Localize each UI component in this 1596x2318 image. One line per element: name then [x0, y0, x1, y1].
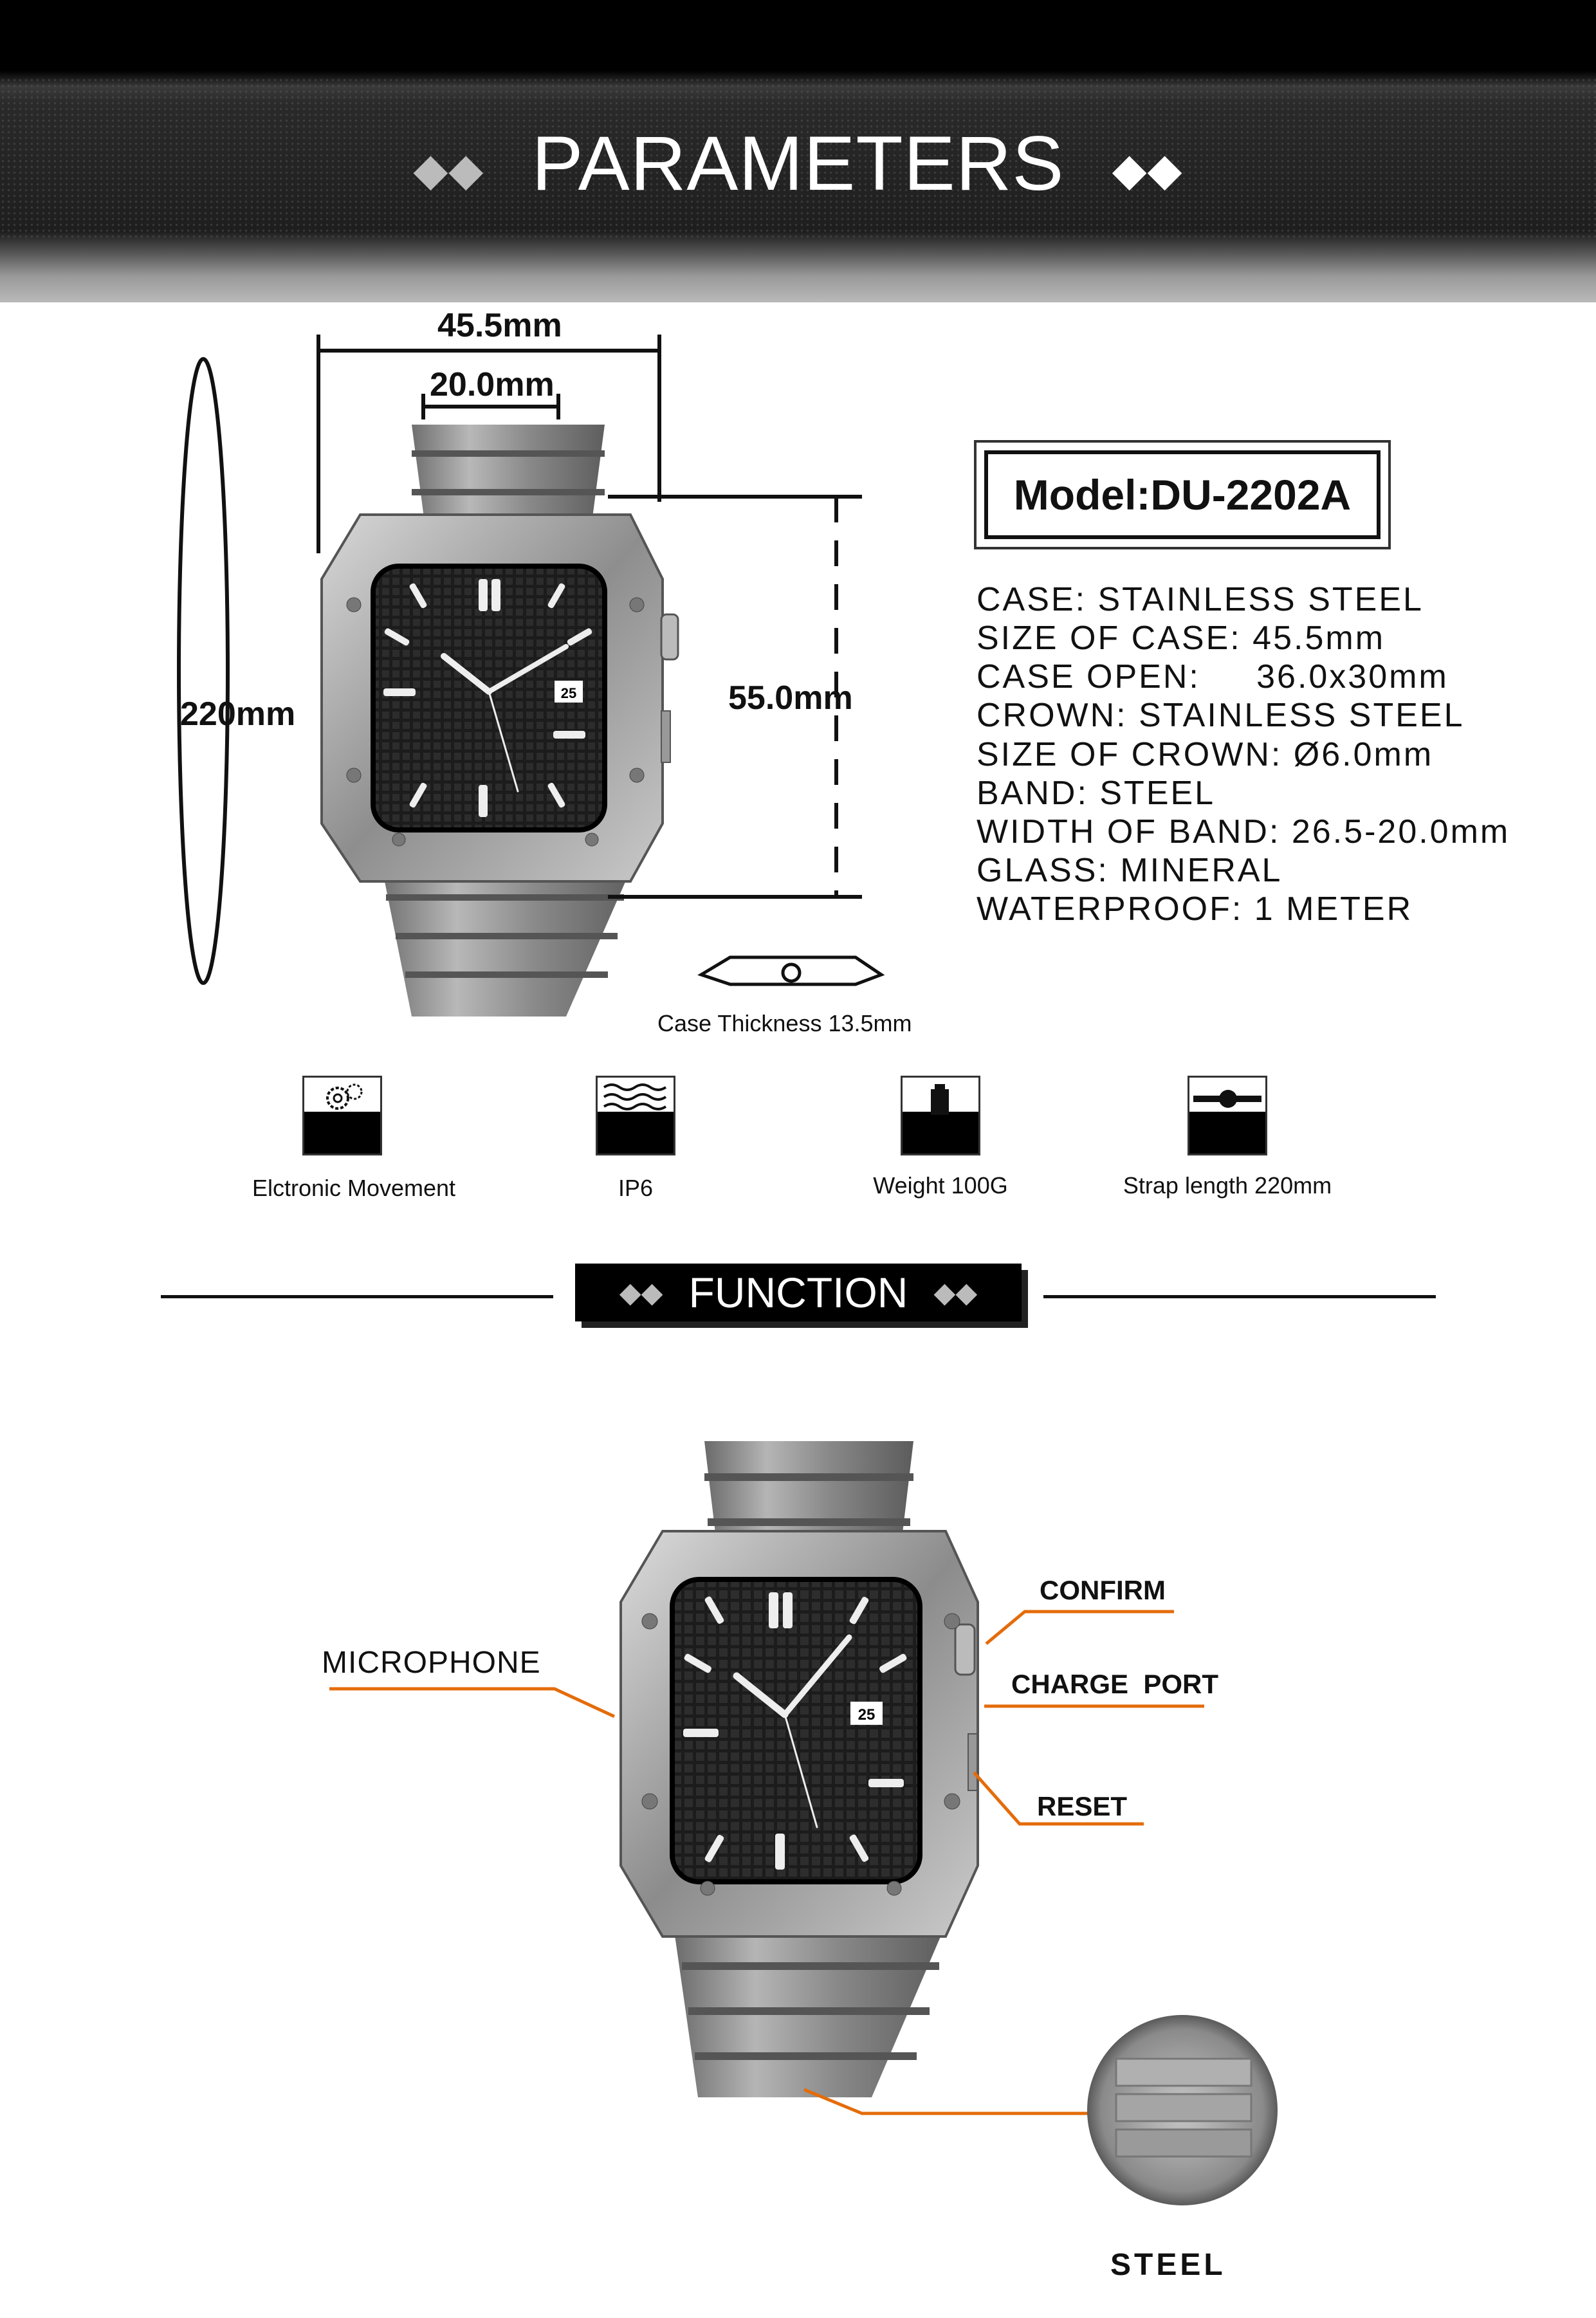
confirm-label: CONFIRM [1040, 1575, 1166, 1605]
crown [661, 614, 678, 659]
width-case-label: 45.5mm [437, 307, 562, 344]
spec-line: CASE OPEN: 36.0x30mm [977, 658, 1449, 695]
parameters-title: PARAMETERS [531, 120, 1065, 207]
weight-icon [901, 1076, 980, 1155]
feature-label: Weight 100G [873, 1172, 1008, 1199]
strap-icon [1188, 1076, 1267, 1155]
bottom-watch-illustration [0, 1415, 1596, 2316]
date-text: 25 [560, 685, 577, 701]
strap-bottom [672, 1917, 949, 2097]
function-heading [575, 1264, 1022, 1321]
strap-total-label: 220mm [180, 695, 296, 733]
thickness-icon [701, 957, 881, 984]
diamond-icon: ◆◆ [933, 1276, 978, 1309]
microphone-label: MICROPHONE [322, 1646, 541, 1680]
spec-line: GLASS: MINERAL [977, 852, 1283, 889]
function-title: FUNCTION [688, 1269, 908, 1316]
crown [955, 1624, 975, 1675]
gears-icon [302, 1076, 382, 1155]
divider-left [161, 1295, 553, 1298]
charge-port-label: CHARGE PORT [1011, 1669, 1219, 1699]
reset-label: RESET [1037, 1791, 1128, 1821]
spec-line: WATERPROOF: 1 METER [977, 890, 1413, 928]
spec-line: CASE: STAINLESS STEEL [977, 581, 1424, 618]
diamond-icon: ◆◆ [1112, 144, 1183, 195]
spec-line: SIZE OF CROWN: Ø6.0mm [977, 736, 1434, 773]
date-text: 25 [858, 1706, 876, 1724]
side-button [661, 711, 670, 762]
side-button [968, 1734, 977, 1790]
height-case-label: 55.0mm [728, 679, 853, 717]
width-band-label: 20.0mm [430, 366, 555, 403]
spec-line: CROWN: STAINLESS STEEL [977, 697, 1465, 734]
divider-right [1043, 1295, 1436, 1298]
spec-line: BAND: STEEL [977, 775, 1216, 812]
waves-icon [596, 1076, 675, 1155]
spec-line: WIDTH OF BAND: 26.5-20.0mm [977, 813, 1510, 851]
thickness-label: Case Thickness 13.5mm [657, 1010, 912, 1036]
diamond-icon: ◆◆ [619, 1276, 663, 1309]
steel-zoom-circle [1087, 2015, 1278, 2205]
steel-label: STEEL [1110, 2248, 1226, 2282]
diamond-icon: ◆◆ [413, 144, 484, 195]
feature-label: Strap length 220mm [1123, 1172, 1332, 1199]
spec-line: SIZE OF CASE: 45.5mm [977, 620, 1386, 657]
model-label: Model:DU-2202A [984, 450, 1380, 539]
feature-label: IP6 [618, 1175, 654, 1201]
feature-label: Elctronic Movement [252, 1175, 456, 1201]
